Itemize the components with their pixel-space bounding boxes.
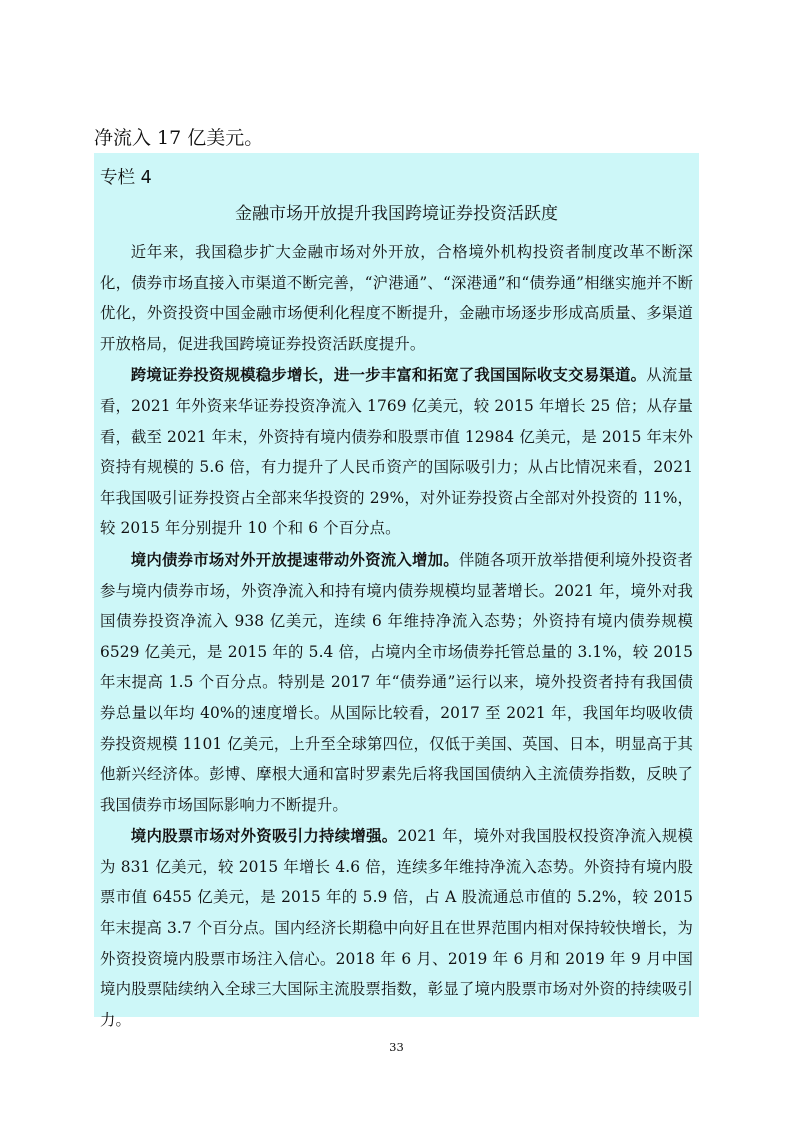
page-number: 33 — [389, 1040, 404, 1054]
paragraph-lead: 境内股票市场对外资吸引力持续增强。 — [130, 827, 398, 846]
paragraph-text: 从流量看，2021 年外资来华证券投资净流入 1769 亿美元，较 2015 年增长 25 倍；从存量看，截至 2021 年末，外资持有境内债券和股票市值 12984 亿美元，是 2015 年末外资持有规模的 5.6 倍，有力提升了人民币资产的国际吸引力；从占比情况来看，2021 年我国吸引证券投资占全部来华投资的 29%，对外证券投资占全部对外投资的 11%，较 2015 年分别提升 10 个和 6 个百分点。 — [100, 366, 693, 538]
box-title: 金融市场开放提升我国跨境证券投资活跃度 — [235, 204, 558, 224]
box-label: 专栏 4 — [100, 168, 152, 188]
paragraph-text: 近年来，我国稳步扩大金融市场对外开放，合格境外机构投资者制度改革不断深化，债券市场直接入市渠道不断完善，“沪港通”、“深港通”和“债券通”相继实施并不断优化，外资投资中国金融市场便利化程度不断提升，金融市场逐步形成高质量、多渠道开放格局，促进我国跨境证券投资活跃度提升。 — [100, 243, 693, 353]
sidebar-box — [94, 153, 699, 1029]
paragraph-text: 2021 年，境外对我国股权投资净流入规模为 831 亿美元，较 2015 年增长 4.6 倍，连续多年维持净流入态势。外资持有境内股票市值 6455 亿美元，是 2015 年的 5.9 倍，占 A 股流通总市值的 5.2%，较 2015 年末提高 3.7 个百分点。国内经济长期稳中向好且在世界范围内相对保持较快增长，为外资投资境内股票市场注入信心。2018 年 6 月、2019 年 6 月和 2019 年 9 月中国境内股票陆续纳入全球三大国际主流股票指数，彰显了境内股票市场对外资的持续吸引力。 — [100, 827, 694, 1029]
paragraph-lead: 境内债券市场对外开放提速带动外资流入增加。 — [130, 550, 459, 569]
paragraph-lead: 跨境证券投资规模稳步增长，进一步丰富和拓宽了我国国际收支交易渠道。 — [130, 366, 647, 385]
continued-text-line: 净流入 17 亿美元。 — [94, 127, 264, 149]
box-paragraph-1 — [100, 237, 693, 359]
box-paragraph-4 — [100, 821, 693, 1035]
paragraph-text: 伴随各项开放举措便利境外投资者参与境内债券市场，外资净流入和持有境内债券规模均显著增长。2021 年，境外对我国债券投资净流入 938 亿美元，连续 6 年维持净流入态势；外资持有境内债券规模 6529 亿美元，是 2015 年的 5.4 倍，占境内全市场债券托管总量的 3.1%，较 2015 年末提高 1.5 个百分点。特别是 2017 年“债券通”运行以来，境外投资者持有我国债券总量以年均 40%的速度增长。从国际比较看，2017 至 2021 年，我国年均吸收债券投资规模 1101 亿美元，上升至全球第四位，仅低于美国、英国、日本，明显高于其他新兴经济体。彭博、摩根大通和富时罗素先后将我国国债纳入主流债券指数，反映了我国债券市场国际影响力不断提升。 — [100, 550, 693, 814]
box-paragraph-3 — [100, 545, 693, 820]
box-paragraph-2 — [100, 360, 693, 544]
